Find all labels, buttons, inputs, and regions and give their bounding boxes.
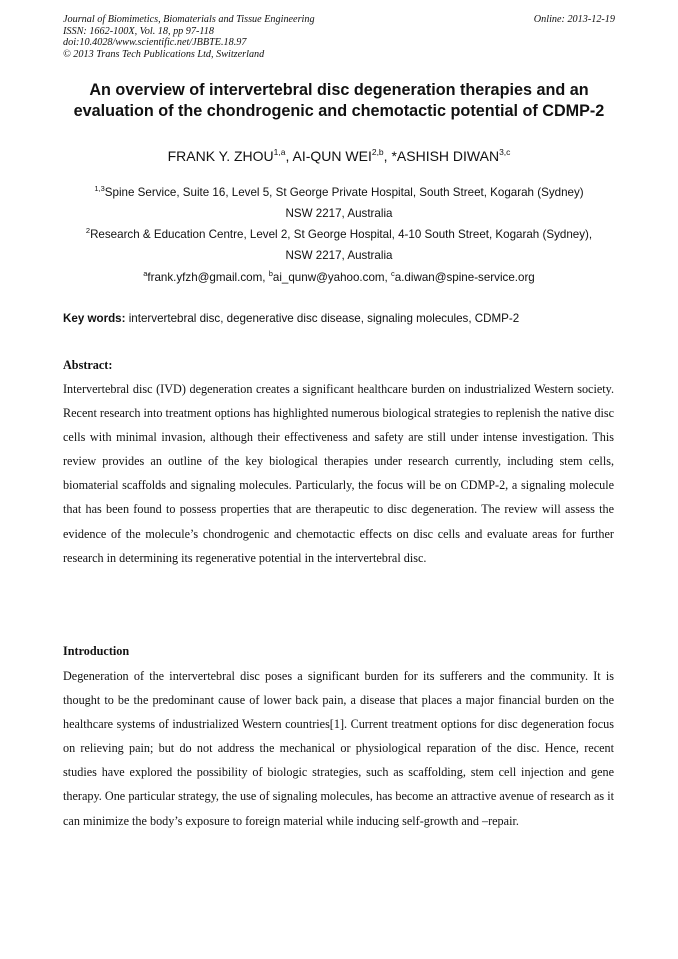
affiliation-mark: 2 [85, 226, 91, 235]
email-mark: c [391, 269, 395, 278]
author-affiliation-mark: 1,a [273, 147, 286, 157]
journal-header [63, 14, 615, 60]
doi-line: doi:10.4028/www.scientific.net/JBBTE.18.97 [63, 37, 247, 49]
author-name: *ASHISH DIWAN [391, 148, 500, 164]
author [293, 148, 392, 164]
title-line-1: An overview of intervertebral disc degeneration therapies and an [89, 81, 589, 99]
author-name: AI-QUN WEI [292, 148, 372, 164]
online-date: Online: 2013-12-19 [533, 14, 615, 25]
affiliation-mark: 1,3 [94, 184, 105, 193]
author-affiliation-mark: 2,b [371, 147, 384, 157]
author-name: FRANK Y. ZHOU [167, 148, 274, 164]
affiliation-address-line-2: NSW 2217, Australia [285, 248, 393, 262]
affiliation [40, 179, 638, 224]
email-mark: b [268, 269, 273, 278]
email-link[interactable]: frank.yfzh@gmail.com, [147, 271, 269, 284]
email-list [40, 264, 638, 288]
abstract-heading: Abstract: [63, 358, 113, 372]
email-mark: a [143, 269, 148, 278]
introduction-heading: Introduction [63, 644, 130, 658]
copyright-line: © 2013 Trans Tech Publications Ltd, Switzerland [63, 48, 265, 60]
author-separator: , [383, 148, 392, 164]
issn-line: ISSN: 1662-100X, Vol. 18, pp 97-118 [63, 25, 214, 37]
title-line-2: evaluation of the chondrogenic and chemotactic potential of CDMP-2 [73, 102, 605, 120]
email-link[interactable]: a.diwan@spine-service.org [394, 271, 535, 284]
journal-name: Journal of Biomimetics, Biomaterials and Tissue Engineering [63, 14, 315, 25]
affiliation [40, 221, 638, 266]
abstract-text: Intervertebral disc (IVD) degeneration creates a significant healthcare burden on industrialized Western society. Recent research into treatment options has highlighted numerous biological strategies to replenish the native disc cells with minimal invasion, although their effectiveness and safety are still under intense investigation. This review provides an outline of the key biological therapies under research currently, including stem cells, biomaterial scaffolds and signaling molecules. Particularly, the focus will be on CDMP-2, a signaling molecule that has been found to possess properties that are therapeutic to disc degeneration. The review will assess the evidence of the molecule’s chondrogenic and chemotactic effects on disc cells and evaluate areas for further research in determining its regenerative potential in the intervertebral disc. [63, 382, 614, 565]
author-separator: , [285, 148, 293, 164]
author [168, 148, 293, 164]
affiliation-address: Spine Service, Suite 16, Level 5, St George Private Hospital, South Street, Kogarah (Sydney) [104, 186, 584, 199]
introduction-text: Degeneration of the intervertebral disc poses a significant burden for its sufferers and the community. It is thought to be the predominant cause of lower back pain, a disease that places a major financial burden on the healthcare systems of industrialized Western countries[1]. Current treatment options for disc degeneration focus on relieving pain; but do not address the mechanical or physiological reparation of the disc. Hence, recent studies have explored the possibility of biologic strategies, such as scaffolding, stem cell injection and gene therapy. One particular strategy, the use of signaling molecules, has become an attractive avenue of research as it can minimize the body’s exposure to foreign material while inducing self-growth and –repair. [63, 669, 614, 828]
keywords-text: intervertebral disc, degenerative disc disease, signaling molecules, CDMP-2 [125, 312, 520, 325]
author [391, 148, 510, 164]
affiliation-address: Research & Education Centre, Level 2, St George Hospital, 4-10 South Street, Kogarah (Sydney), [90, 228, 593, 241]
keywords-label: Key words: [63, 312, 126, 325]
author-list [40, 143, 638, 165]
paper-title [40, 80, 638, 122]
email-link[interactable]: ai_qunw@yahoo.com, [272, 271, 391, 284]
affiliation-address-line-2: NSW 2217, Australia [285, 206, 393, 220]
keywords [63, 310, 623, 328]
author-affiliation-mark: 3,c [499, 147, 511, 157]
